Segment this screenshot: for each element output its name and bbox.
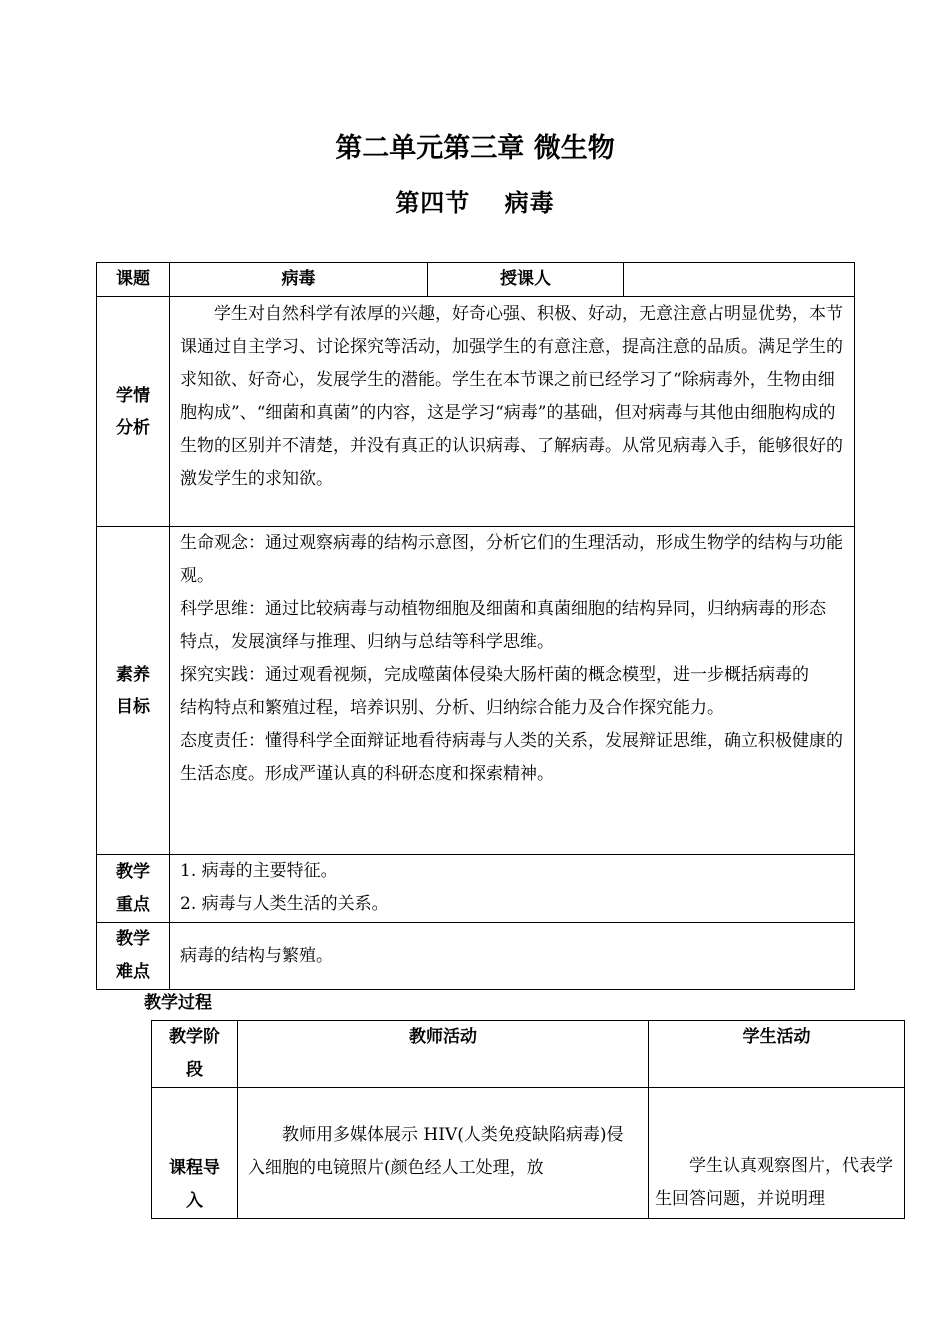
analysis-cell [170,297,855,527]
goals-label: 素养目标 [97,527,170,855]
goal-scientific-thinking: 科学思维：通过比较病毒与动植物细胞及细菌和真菌细胞的结构异同，归纳病毒的形态 [180,599,826,619]
process-label: 教学过程 [144,993,212,1013]
header-stage: 教学阶段 [152,1021,238,1088]
process-table [151,1020,905,1219]
teacher-activity-intro-cell [238,1088,649,1219]
stage-intro: 课程导入 [152,1088,238,1219]
goal-attitude-responsibility: 态度责任：懂得科学全面辩证地看待病毒与人类的关系，发展辩证思维，确立积极健康的生活态度。形成严谨认真的科研态度和探索精神。 [180,731,843,784]
difficulty-label: 教学难点 [97,923,170,990]
header-student-activity: 学生活动 [649,1021,905,1088]
analysis-label: 学情分析 [97,297,170,527]
topic-label: 课题 [97,263,170,297]
teacher-label: 授课人 [428,263,624,297]
topic-value: 病毒 [170,263,428,297]
key-point-2: 2. 病毒与人类生活的关系。 [180,894,389,914]
goal-scientific-thinking-cont: 特点，发展演绎与推理、归纳与总结等科学思维。 [180,632,554,652]
goals-cell [170,527,855,855]
key-points-label: 教学重点 [97,855,170,923]
document-title: 第二单元第三章 微生物 [335,133,615,164]
header-teacher-activity: 教师活动 [238,1021,649,1088]
section-title: 第四节 病毒 [395,189,555,217]
difficulty-cell [170,923,855,990]
lesson-info-table [96,262,855,990]
student-activity-intro: 学生认真观察图片，代表学生回答问题，并说明理 [655,1156,893,1209]
key-points-cell [170,855,855,923]
goal-life-concept: 生命观念：通过观察病毒的结构示意图，分析它们的生理活动，形成生物学的结构与功能观。 [180,533,843,586]
analysis-text: 学生对自然科学有浓厚的兴趣，好奇心强、积极、好动，无意注意占明显优势，本节课通过自主学习、讨论探究等活动，加强学生的有意注意，提高注意的品质。满足学生的求知欲、好奇心，发展学生的潜能。学生在本节课之前已经学习了“除病毒外，生物由细胞构成”、“细菌和真菌”的内容，这是学习“病毒”的基础，但对病毒与其他由细胞构成的生物的区别并不清楚，并没有真正的认识病毒、了解病毒。从常见病毒入手，能够很好的激发学生的求知欲。 [180,304,843,489]
student-activity-intro-cell [649,1088,905,1219]
difficulty-text: 病毒的结构与繁殖。 [180,945,333,966]
teacher-value [624,263,855,297]
teacher-activity-intro: 教师用多媒体展示 HIV(人类免疫缺陷病毒)侵入细胞的电镜照片(颜色经人工处理，放 [248,1125,624,1178]
key-point-1: 1. 病毒的主要特征。 [180,861,338,881]
goal-inquiry-practice: 探究实践：通过观看视频，完成噬菌体侵染大肠杆菌的概念模型，进一步概括病毒的结构特点和繁殖过程，培养识别、分析、归纳综合能力及合作探究能力。 [180,665,809,718]
